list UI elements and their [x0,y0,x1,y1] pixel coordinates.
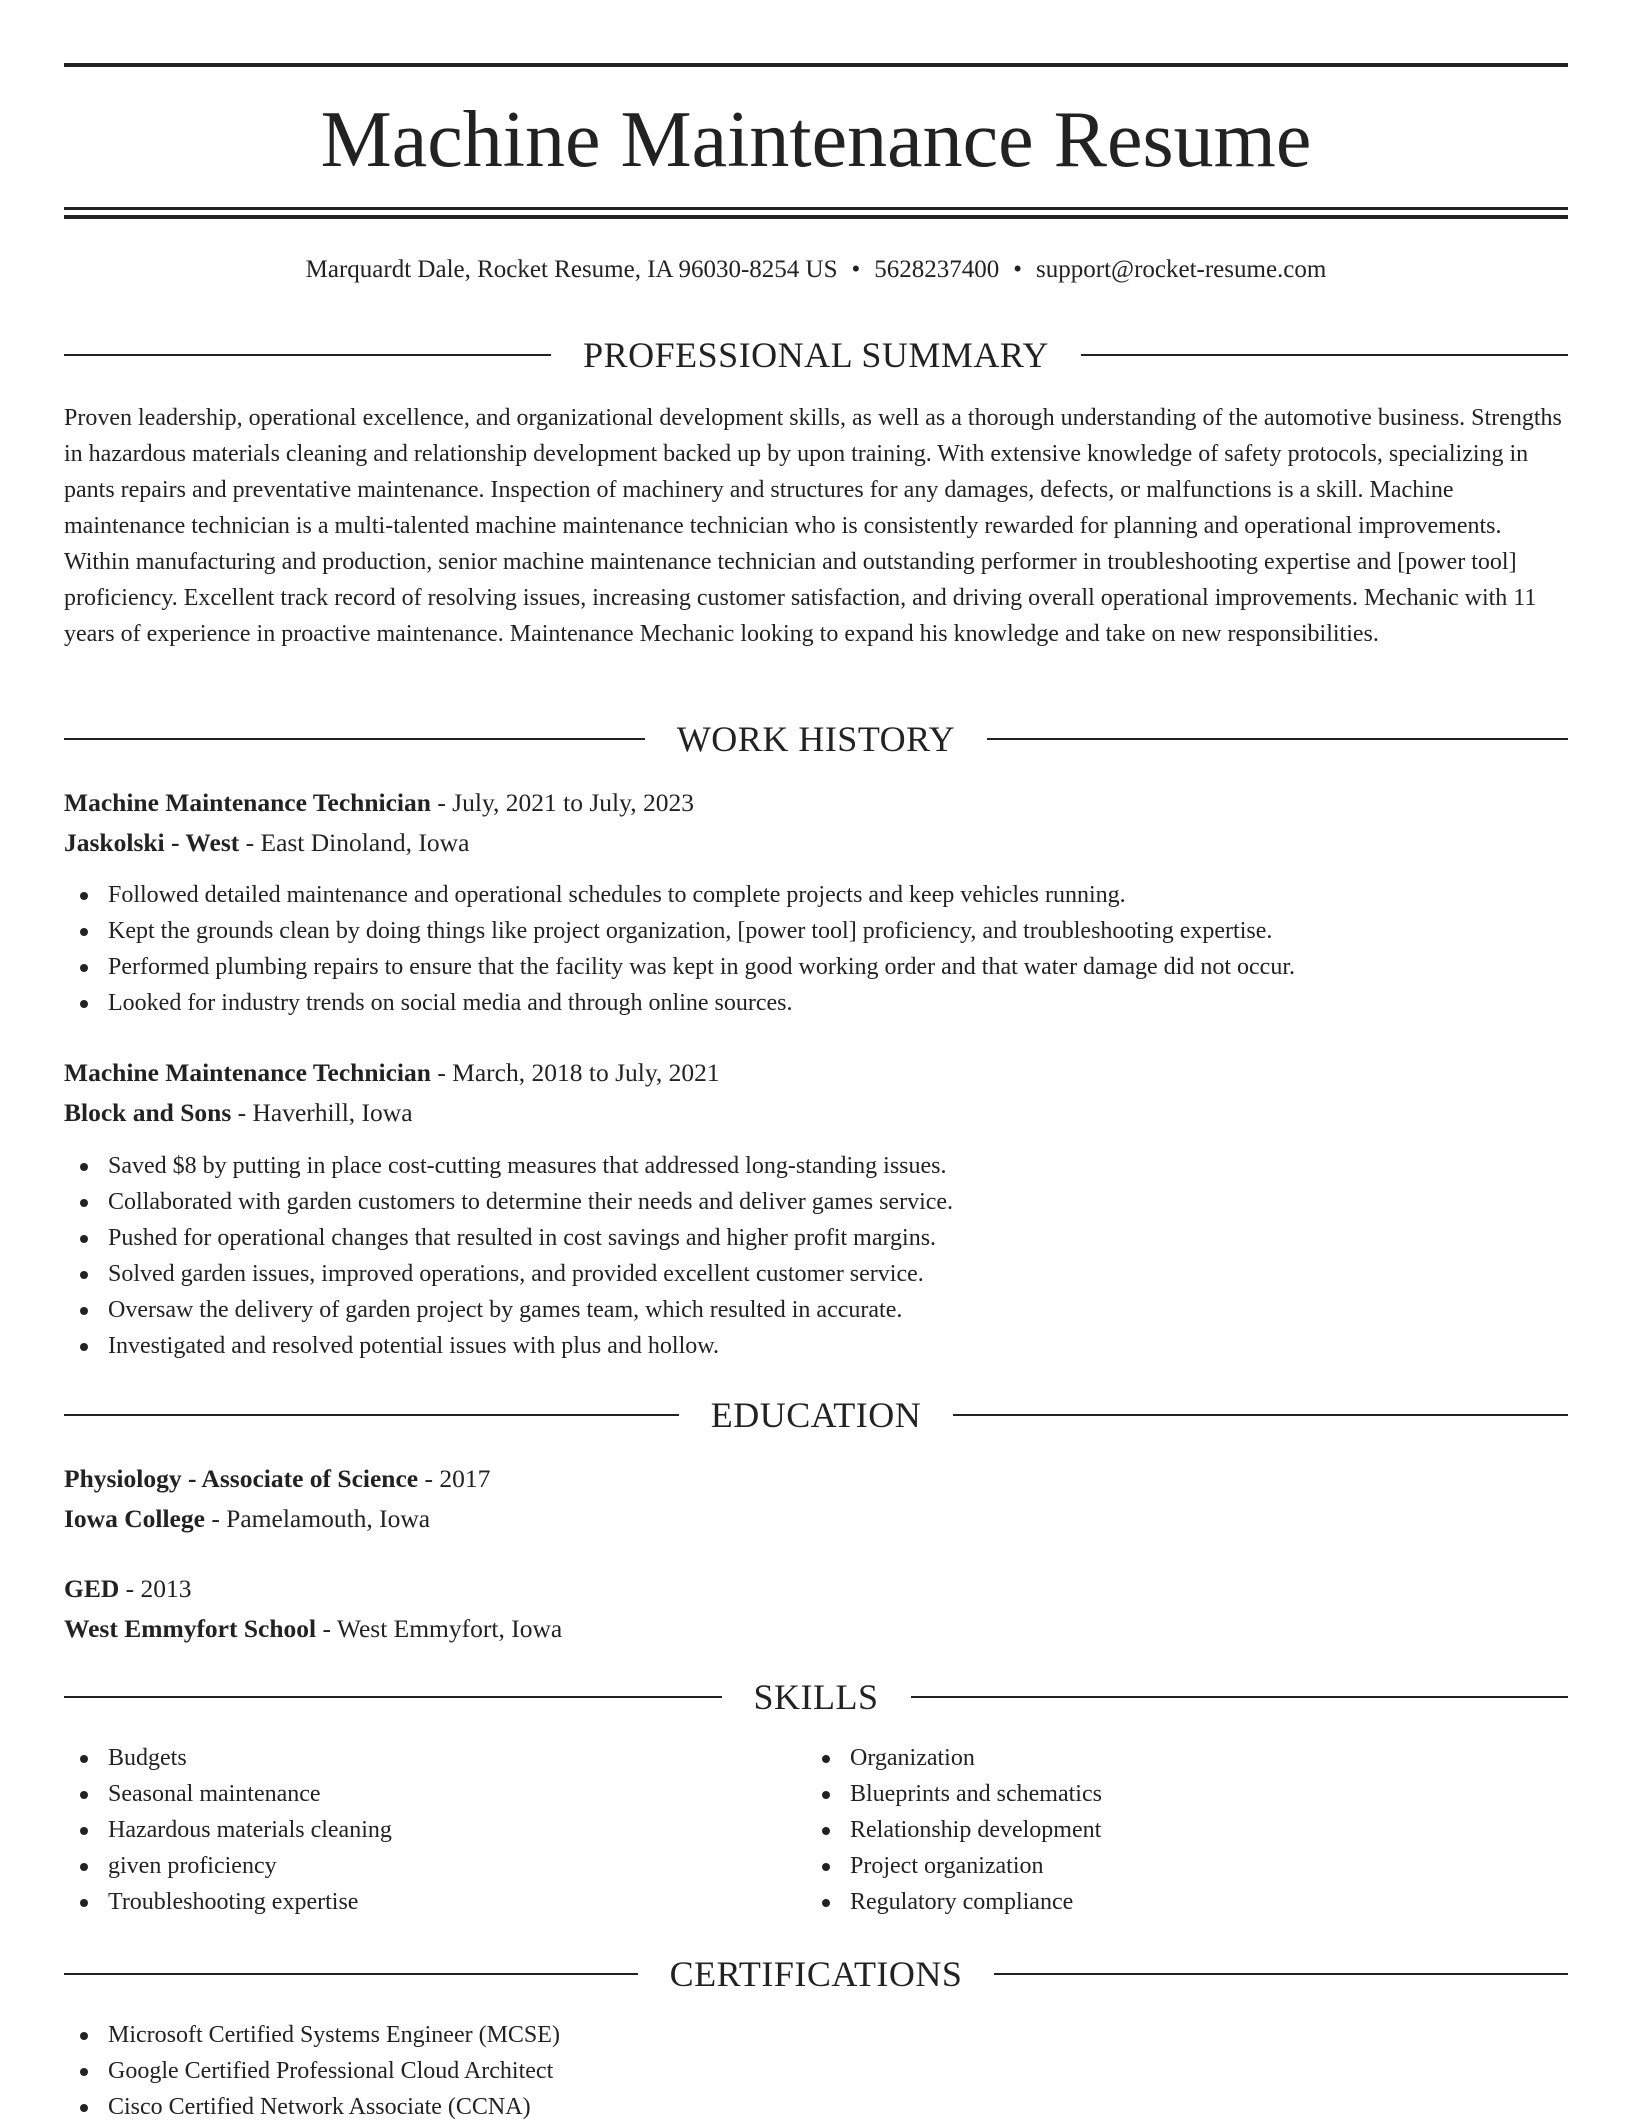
section-heading-certifications [64,1952,1568,1996]
skill-item [64,1848,804,1884]
education-degree: Physiology - Associate of Science [64,1464,419,1493]
bullet-text: Solved garden issues, improved operations, and provided excellent customer service. [108,1261,924,1287]
bullet-text: Kept the grounds clean by doing things like project organization, [power tool] proficiency, and troubleshooting expertise. [108,918,1273,944]
list-item [64,985,1568,1021]
list-item [64,1292,1568,1328]
skill-item [806,1740,1546,1776]
job-location: - East Dinoland, Iowa [239,828,470,857]
list-item [64,877,1568,913]
skill-item [64,1812,804,1848]
bullet-icon [80,964,88,972]
skill-text: Hazardous materials cleaning [108,1817,392,1843]
skill-text: Project organization [850,1853,1044,1879]
list-item [64,1328,1568,1364]
bullet-icon [80,1235,88,1243]
skill-text: Relationship development [850,1817,1102,1843]
job-title: Machine Maintenance Technician [64,1058,431,1087]
list-item [64,913,1568,949]
skill-item [806,1884,1546,1920]
skill-item [806,1812,1546,1848]
education-degree-line [64,1461,1568,1497]
job-title: Machine Maintenance Technician [64,788,431,817]
bullet-text: Pushed for operational changes that resulted in cost savings and higher profit margins. [108,1225,937,1251]
section-title: CERTIFICATIONS [669,1954,963,1994]
section-title: WORK HISTORY [676,719,956,759]
heading-rule [911,1696,1569,1698]
bullet-icon [80,2104,88,2112]
job-dates: - March, 2018 to July, 2021 [430,1058,720,1087]
job-company: Block and Sons [64,1098,232,1127]
certification-item [64,2017,1568,2053]
bullet-icon [822,1791,830,1799]
heading-rule [64,354,551,356]
bullet-icon [80,2032,88,2040]
bullet-icon [80,1307,88,1315]
bullet-icon [80,1271,88,1279]
skill-text: Budgets [108,1745,187,1771]
section-title: PROFESSIONAL SUMMARY [583,335,1049,375]
bullet-text: Performed plumbing repairs to ensure that the facility was kept in good working order and that water damage did not occur. [108,954,1295,980]
contact-email: support@rocket-resume.com [1036,256,1327,283]
job-company-line [64,825,1568,861]
section-title: EDUCATION [710,1395,922,1435]
heading-rule [64,1696,722,1698]
contact-address: Marquardt Dale, Rocket Resume, IA 96030-8254 US [305,256,838,283]
bullet-icon [80,1163,88,1171]
contact-separator: • [1013,256,1023,283]
summary-paragraph: Proven leadership, operational excellence, and organizational development skills, as well as a thorough understanding of the automotive business. Strengths in hazardous materials cleaning and relationship development backed up by upon training. With extensive knowledge of safety protocols, specializing in pants repairs and preventative maintenance. Inspection of machinery and structures for any damages, defects, or malfunctions is a skill. Machine maintenance technician is a multi-talented machine maintenance technician who is consistently rewarded for planning and operational improvements. Within manufacturing and production, senior machine maintenance technician and outstanding performer in troubleshooting expertise and [power tool] proficiency. Excellent track record of resolving issues, increasing customer satisfaction, and driving overall operational improvements. Mechanic with 11 years of experience in proactive maintenance. Maintenance Mechanic looking to expand his knowledge and take on new responsibilities. [64,405,1562,647]
section-title: SKILLS [753,1677,879,1717]
skill-item [806,1848,1546,1884]
contact-line [64,253,1568,287]
bullet-icon [822,1863,830,1871]
header-double-rule-upper [64,207,1568,210]
skill-item [64,1740,804,1776]
bullet-icon [80,1000,88,1008]
section-heading-work-history [64,717,1568,761]
certification-text: Cisco Certified Network Associate (CCNA) [108,2094,531,2120]
bullet-icon [80,1899,88,1907]
certification-text: Google Certified Professional Cloud Architect [108,2058,554,2084]
job-title-line [64,785,1568,821]
heading-rule [64,1973,638,1975]
job-title-line [64,1055,1568,1091]
job-bullets [64,877,1568,1021]
bullet-icon [80,928,88,936]
skill-item [64,1776,804,1812]
bullet-text: Investigated and resolved potential issues with plus and hollow. [108,1333,720,1359]
heading-rule [953,1414,1568,1416]
education-school-line [64,1611,1568,1647]
contact-phone: 5628237400 [874,256,1000,283]
job-company-line [64,1095,1568,1131]
education-year: - 2017 [418,1464,491,1493]
bullet-icon [80,1199,88,1207]
bullet-icon [80,2068,88,2076]
heading-rule [1081,354,1568,356]
job-company: Jaskolski - West [64,828,240,857]
section-heading-skills [64,1675,1568,1719]
bullet-text: Collaborated with garden customers to determine their needs and deliver games service. [108,1189,954,1215]
bullet-icon [80,1791,88,1799]
heading-rule [64,1414,679,1416]
bullet-icon [80,1827,88,1835]
section-heading-education [64,1393,1568,1437]
job-dates: - July, 2021 to July, 2023 [430,788,694,817]
heading-rule [987,738,1568,740]
bullet-icon [80,1755,88,1763]
skill-item [806,1776,1546,1812]
education-location: - West Emmyfort, Iowa [316,1614,563,1643]
bullet-text: Looked for industry trends on social media and through online sources. [108,990,793,1016]
job-location: - Haverhill, Iowa [231,1098,413,1127]
bullet-text: Followed detailed maintenance and operational schedules to complete projects and keep vehicles running. [108,882,1126,908]
bullet-icon [822,1899,830,1907]
resume-title: Machine Maintenance Resume [320,96,1312,184]
education-school: West Emmyfort School [64,1614,317,1643]
skill-text: Troubleshooting expertise [108,1889,359,1915]
list-item [64,1256,1568,1292]
education-location: - Pamelamouth, Iowa [204,1504,431,1533]
education-degree: GED [64,1574,120,1603]
job-bullets [64,1148,1568,1364]
certification-item [64,2053,1568,2089]
education-year: - 2013 [119,1574,192,1603]
heading-rule [64,738,645,740]
skills-list-left [64,1740,804,1920]
bullet-icon [822,1827,830,1835]
list-item [64,949,1568,985]
bullet-icon [80,1863,88,1871]
section-heading-summary [64,333,1568,377]
skill-text: given proficiency [108,1853,277,1879]
list-item [64,1184,1568,1220]
list-item [64,1148,1568,1184]
bullet-icon [80,892,88,900]
education-degree-line [64,1571,1568,1607]
skill-text: Seasonal maintenance [108,1781,321,1807]
heading-rule [994,1973,1568,1975]
certification-item [64,2089,1568,2125]
bullet-text: Saved $8 by putting in place cost-cutting measures that addressed long-standing issues. [108,1153,947,1179]
contact-separator: • [851,256,861,283]
bullet-icon [822,1755,830,1763]
certifications-list [64,2017,1568,2125]
list-item [64,1220,1568,1256]
skill-item [64,1884,804,1920]
skill-text: Organization [850,1745,975,1771]
header-double-rule-lower [64,215,1568,219]
certification-text: Microsoft Certified Systems Engineer (MCSE) [108,2022,560,2048]
skills-list-right [806,1740,1546,1920]
skill-text: Regulatory compliance [850,1889,1074,1915]
header-top-rule [64,63,1568,67]
education-school-line [64,1501,1568,1537]
bullet-icon [80,1343,88,1351]
education-school: Iowa College [64,1504,205,1533]
bullet-text: Oversaw the delivery of garden project by games team, which resulted in accurate. [108,1297,903,1323]
skill-text: Blueprints and schematics [850,1781,1102,1807]
